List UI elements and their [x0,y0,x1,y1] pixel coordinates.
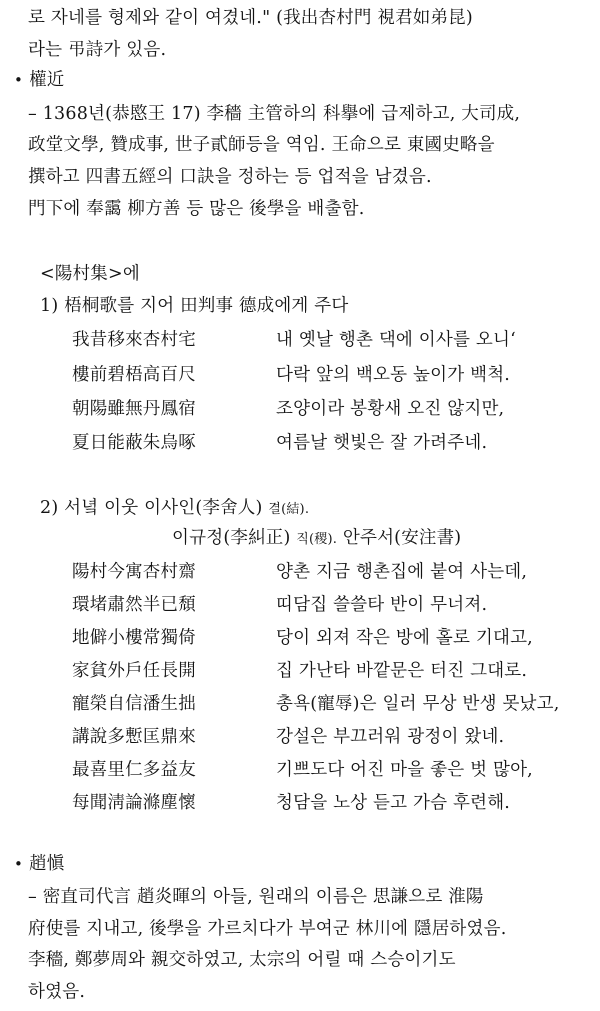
kwon-text-line: 門下에 奉靄 柳方善 등 많은 後學을 배출함. [28,199,365,219]
jo-text-line: – 密直司代言 趙炎暉의 아들, 원래의 이름은 思謙으로 淮陽 [28,887,484,907]
kwon-text-line: – 1368년(恭愍王 17) 李穡 主管하의 科擧에 급제하고, 大司成, [28,104,521,124]
poem-line-hanja: 講說多慙匡鼎來 [72,727,196,747]
poem-line-korean: 띠담집 쓸쓸타 반이 무너져. [276,595,488,615]
poem-line-korean: 조양이라 봉황새 오진 않지만, [276,399,505,419]
poem-line-korean: 강설은 부끄러워 광정이 왔네. [276,727,505,747]
poem-line-hanja: 每聞淸論滌塵懷 [72,793,196,813]
poem-line-hanja: 我昔移來杏村宅 [72,330,196,350]
section-heading-kwon [14,68,64,92]
poem2-title-small: 결(結). [268,502,310,517]
poem-line-korean: 청담을 노상 듣고 가슴 후련해. [276,793,511,813]
poem-line-hanja: 地僻小樓常獨倚 [72,628,196,648]
section-title-jo: 趙愼 [29,854,65,874]
section-title-kwon: 權近 [29,70,65,90]
poem-line-hanja: 樓前碧梧高百尺 [72,365,196,385]
poem1-title: 1) 梧桐歌를 지어 田判事 德成에게 주다 [40,296,349,316]
poem-line-hanja: 陽村今寓杏村齋 [72,562,196,582]
poem-line-hanja: 最喜里仁多益友 [72,760,196,780]
kwon-text-line: 撰하고 四書五經의 口訣을 정하는 등 업적을 남겼음. [28,167,432,187]
poem-line-korean: 총욕(寵辱)은 일러 무상 반생 못났고, [276,694,560,714]
poem-line-korean: 내 옛날 행촌 댁에 이사를 오니‘ [276,330,516,350]
poem2-subtitle-a: 이규정(李糾正) [172,528,291,548]
poem-line-korean: 양촌 지금 행촌집에 붙여 사는데, [276,562,528,582]
kwon-text-line: 政堂文學, 贊成事, 世子貳師등을 역임. 王命으로 東國史略을 [28,135,495,155]
poem-line-hanja: 夏日能蔽朱烏啄 [72,433,196,453]
poem2-title [40,496,309,522]
section-heading-jo [14,852,64,876]
poem2-subtitle [172,526,461,552]
jo-text-line: 李穡, 鄭夢周와 親交하였고, 太宗의 어릴 때 스승이기도 [28,950,456,970]
poem-line-korean: 여름날 햇빛은 잘 가려주네. [276,433,488,453]
poem2-title-main: 2) 서녘 이웃 이사인(李舍人) [40,498,263,518]
poem-line-hanja: 朝陽雖無丹鳳宿 [72,399,196,419]
intro-line-1: 로 자네를 형제와 같이 여겼네." (我出杏村門 視君如弟昆) [28,8,473,28]
poem2-subtitle-b: 안주서(安注書) [342,528,462,548]
bullet-icon: • [14,71,24,89]
poem-line-korean: 집 가난타 바깥문은 터진 그대로. [276,661,528,681]
poem-line-hanja: 家貧外戶任長開 [72,661,196,681]
poem-line-korean: 다락 앞의 백오동 높이가 백척. [276,365,511,385]
yangchon-heading: <陽村集>에 [40,264,140,284]
jo-text-line: 府使를 지내고, 後學을 가르치다가 부여군 林川에 隱居하였음. [28,919,507,939]
intro-line-2: 라는 弔詩가 있음. [28,40,167,60]
poem-line-korean: 당이 외져 작은 방에 홀로 기대고, [276,628,533,648]
poem-line-hanja: 環堵肅然半已頹 [72,595,196,615]
poem-line-korean: 기쁘도다 어진 마을 좋은 벗 많아, [276,760,533,780]
jo-text-line: 하였음. [28,982,86,1002]
poem-line-hanja: 寵榮自信潘生拙 [72,694,196,714]
bullet-icon: • [14,855,24,873]
poem2-subtitle-a-small: 직(稷). [296,532,338,547]
